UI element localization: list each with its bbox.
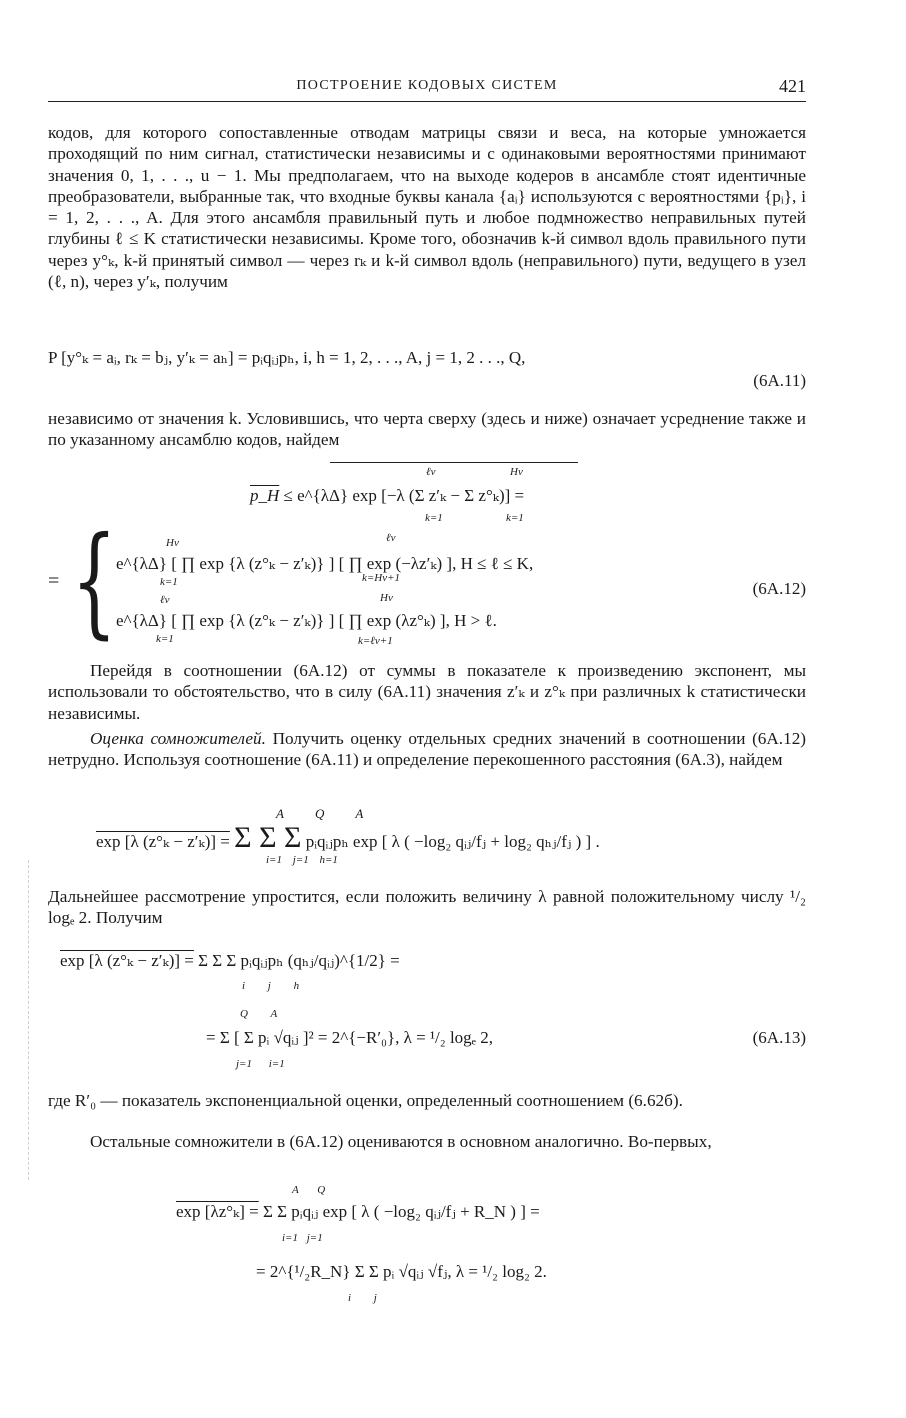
equation-6a12-case2: e^{λΔ} [ ∏ exp {λ (z°ₖ − z′ₖ)} ] [ ∏ exp (λz°ₖ) ], H > ℓ.	[116, 611, 497, 630]
p-h-average: p_H	[250, 486, 280, 505]
overbar	[330, 462, 578, 463]
header-rule	[48, 101, 806, 102]
page-header	[48, 78, 806, 100]
paragraph-r0-definition: где R′₀ — показатель экспоненциальной оценки, определенный соотношением (6.62б).	[48, 1091, 683, 1110]
running-title: ПОСТРОЕНИЕ КОДОВЫХ СИСТЕМ	[296, 78, 558, 93]
equation-6a13-line2: = Σ [ Σ pᵢ √qᵢⱼ ]² = 2^{−R′₀}, λ = ¹/₂ logₑ 2,	[206, 1028, 494, 1047]
equation-6a13-number: (6А.13)	[752, 1028, 806, 1047]
equation-6a11-body: P [y°ₖ = aᵢ, rₖ = bⱼ, y′ₖ = aₕ] = pᵢqᵢⱼpₕ, i, h = 1, 2, . . ., A, j = 1, 2 . . ., Q,	[48, 348, 526, 367]
paragraph-codes-ensemble: кодов, для которого сопоставленные отводам матрицы связи и веса, на которые умножается проходящий по ним сигнал, статистически независимы и с одинаковыми вероятностями принимают значения 0, 1, . . ., u − 1. Мы предполагаем, что на выходе кодеров в ансамбле стоят идентичные преобразователи, выбранные так, что входные буквы канала {aᵢ} используются с вероятностями {pᵢ}, i = 1, 2, . . ., A. Для этого ансамбля правильный путь и любое подмножество неправильных путей глубины ℓ ≤ K статистически независимы. Кроме того, обозначив k-й символ вдоль правильного пути через y°ₖ, k-й принятый символ — через rₖ и k-й символ вдоль (неправильного) пути, ведущего в узел (ℓ, n), через y′ₖ, получим	[48, 123, 806, 292]
book-page: ПОСТРОЕНИЕ КОДОВЫХ СИСТЕМ 421 кодов, для которого сопоставленные отводам матрицы связи и веса, на которые умножается проходящий по ним сигнал, статистически независимы и с одинаковыми вероятностями принимают значения 0, 1, . . ., u − 1. Мы предполагаем, что на выходе кодеров в ансамбле стоят идентичные преобразователи, выбранные так, что входные буквы канала {aᵢ} используются с вероятностями {pᵢ}, i = 1, 2, . . ., A. Для этого ансамбля правильный путь и любое подмножество неправильных путей глубины ℓ ≤ K статистически независимы. Кроме того, обозначив k-й символ вдоль правильного пути через y°ₖ, k-й принятый символ — через rₖ и k-й символ вдоль (неправильного) пути, ведущего в узел (ℓ, n), через y′ₖ, получим P [y°ₖ = aᵢ, rₖ = bⱼ, y′ₖ = aₕ] = pᵢqᵢⱼpₕ, i, h = 1, 2, . . ., A, j = 1, 2 . . ., Q, (6А.11) независимо от значения k. Условившись, что черта сверху (здесь и ниже) означает усреднение также и по указанному ансамблю кодов, найдем ℓv Hv p_H ≤ e^{λΔ} exp [−λ (Σ z′ₖ − Σ z°ₖ)] = k=1 k=1 = { Hv ℓv e^{λΔ} [ ∏ exp {λ (z°ₖ − z′ₖ)} ] [ ∏ exp (−λz′ₖ) ], H ≤ ℓ ≤ K, k=1 k=Hv+1 (6А.12) ℓv Hv e^{λΔ} [ ∏ exp {λ (z°ₖ − z′ₖ)} ] [ ∏ exp (λz°ₖ) ], H > ℓ. k=1 k=ℓv+1 Перейдя в соотношении (6А.12) от суммы в показателе к произведению экспонент, мы использовали то обстоятельство, что в силу (6А.11) значения z′ₖ и z°ₖ при различных k статистически независимы. Оценка сомножителей. Получить оценку отдельных средних значений в соотношении (6А.12) нетрудно. Используя соотношение (6А.11) и определение перекошенного расстояния (6А.3), найдем A Q A exp [λ (z°ₖ − z′ₖ)] = Σ Σ Σ pᵢqᵢⱼpₕ exp [ λ ( −log₂ qᵢⱼ/fⱼ + log₂ qₕⱼ/fⱼ ) ] . i=1 j=1 h=1 Дальнейшее рассмотрение упростится, если положить величину λ равной положительному числу ¹/₂ logₑ 2. Получим exp [λ (z°ₖ − z′ₖ)] = Σ Σ Σ pᵢqᵢⱼpₕ (qₕⱼ/qᵢⱼ)^{1/2} = i j h Q A = Σ [ Σ pᵢ √qᵢⱼ ]² = 2^{−R′₀}, λ = ¹/₂ logₑ 2, j=1 i=1 (6А.13) где R′₀ — показатель экспоненциальной оценки, определенный соотношением (6.62б). Остальные сомножители в (6А.12) оцениваются в основном аналогично. Во-первых, A Q exp [λz°ₖ] = Σ Σ pᵢqᵢⱼ exp [ λ ( −log₂ qᵢⱼ/fⱼ + R_N ) ] = i=1 j=1 = 2^{¹/₂R_N} Σ Σ pᵢ √qᵢⱼ √fⱼ, λ = ¹/₂ log₂ 2. i j	[0, 0, 906, 1418]
section-lead: Оценка сомножителей.	[90, 729, 266, 748]
paragraph-other-factors: Остальные сомножители в (6А.12) оцениваются в основном аналогично. Во-первых,	[90, 1132, 712, 1151]
scan-margin-artifact	[28, 860, 29, 1180]
left-brace: {	[71, 512, 118, 651]
paragraph-sum-to-product: Перейдя в соотношении (6А.12) от суммы в показателе к произведению экспонент, мы использовали то обстоятельство, что в силу (6А.11) значения z′ₖ и z°ₖ при различных k статистически независимы.	[48, 661, 806, 723]
paragraph-factor-estimate: Оценка сомножителей. Получить оценку отдельных средних значений в соотношении (6А.12) нетрудно. Используя соотношение (6А.11) и определение перекошенного расстояния (6А.3), найдем	[48, 729, 807, 770]
paragraph-lambda-choice: Дальнейшее рассмотрение упростится, если положить величину λ равной положительному числу ¹/₂ logₑ 2. Получим	[48, 887, 806, 928]
equation-6a12-case1: e^{λΔ} [ ∏ exp {λ (z°ₖ − z′ₖ)} ] [ ∏ exp (−λz′ₖ) ], H ≤ ℓ ≤ K,	[116, 554, 534, 573]
equation-6a12-number: (6А.12)	[752, 579, 806, 598]
paragraph-averaging-note: независимо от значения k. Условившись, что черта сверху (здесь и ниже) означает усреднение также и по указанному ансамблю кодов, найдем	[48, 409, 806, 450]
equation-6a11	[48, 347, 806, 369]
equation-exp-lambda-z-line2: = 2^{¹/₂R_N} Σ Σ pᵢ √qᵢⱼ √fⱼ, λ = ¹/₂ log₂ 2.	[256, 1262, 547, 1281]
equation-6a11-number: (6А.11)	[753, 371, 806, 390]
page-number: 421	[779, 76, 806, 96]
